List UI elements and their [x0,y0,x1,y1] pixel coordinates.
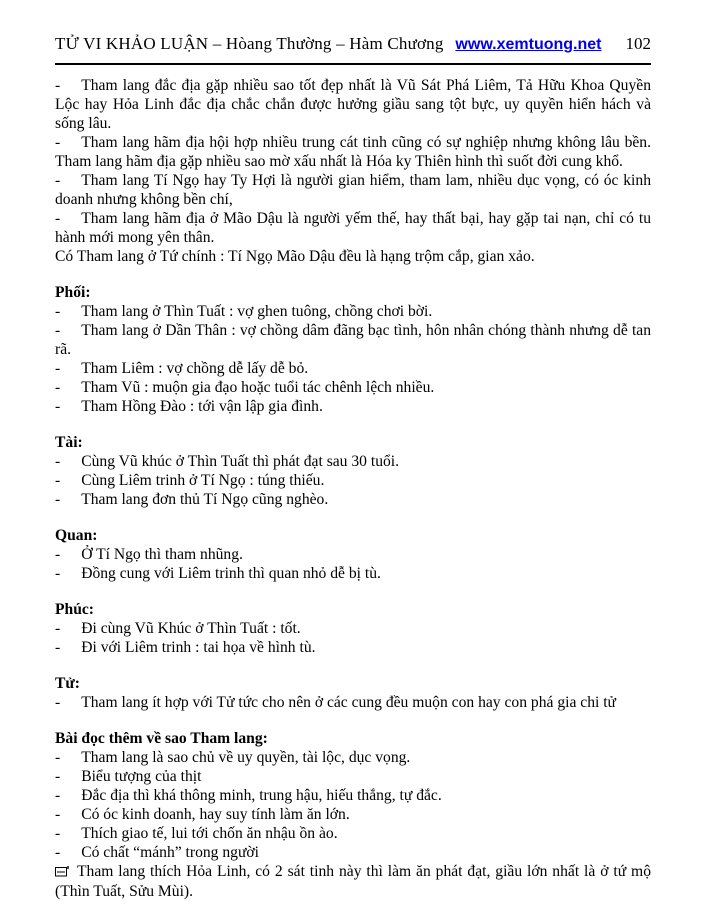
list-item [55,397,651,416]
page-number: 102 [625,34,651,53]
list-item-text: Cùng Liêm trinh ở Tí Ngọ : túng thiếu. [81,472,325,489]
list-item-text: Tham lang ở Dần Thân : vợ chồng dâm đãng bạc tình, hôn nhân chóng thành nhưng dễ tan rã. [55,322,651,358]
bullet-dash: - [55,379,61,396]
list-item-text: Tham lang đơn thủ Tí Ngọ cũng nghèo. [81,491,329,508]
bullet-dash: - [55,768,61,785]
section-heading-bai-doc-them: Bài đọc thêm về sao Tham lang: [55,730,268,747]
list-item-text: Đắc địa thì khá thông minh, trung hậu, hiếu thắng, tự đắc. [81,787,442,804]
bullet-dash: - [55,565,61,582]
list-item-text: Thích giao tế, lui tới chốn ăn nhậu ồn ào. [81,825,338,842]
list-item-text: Đi với Liêm trinh : tai họa về hình tù. [81,639,316,656]
header-right [455,34,651,55]
list-item [55,767,651,786]
list-item [55,638,651,657]
list-item [55,302,651,321]
bullet-dash: - [55,787,61,804]
section-heading-tu: Tử: [55,675,80,692]
website-link[interactable]: www.xemtuong.net [455,36,602,53]
bullet-dash: - [55,491,61,508]
bullet-dash: - [55,398,61,415]
list-item-text: Tham Liêm : vợ chồng dễ lấy dễ bỏ. [81,360,309,377]
list-item [55,321,651,359]
note-paragraph [55,862,651,901]
bullet-dash: - [55,749,61,766]
list-item [55,564,651,583]
list-item [55,693,651,712]
bullet-dash: - [55,360,61,377]
list-item [55,843,651,862]
section-heading-quan: Quan: [55,527,98,544]
section-heading-tai: Tài: [55,434,83,451]
section-heading-phuc: Phúc: [55,601,94,618]
list-item-text: Có óc kinh doanh, hay suy tính làm ăn lớn. [81,806,350,823]
note-text: Tham lang thích Hỏa Linh, có 2 sát tinh này thì làm ăn phát đạt, giầu lớn nhất là ở tứ mộ (Thìn Tuất, Sửu Mùi). [55,863,651,900]
list-item [55,452,651,471]
list-item-text: Tham lang là sao chủ về uy quyền, tài lộc, dục vọng. [81,749,411,766]
bullet-dash: - [55,472,61,489]
section-heading-phoi: Phối: [55,284,91,301]
list-item-text: Tham lang hãm địa hội hợp nhiều trung cát tinh cũng có sự nghiệp nhưng không lâu bền. Tham lang hãm địa gặp nhiều sao mờ xấu nhất là Hóa ky Thiên hình thì suốt đời cung khổ. [55,134,651,170]
list-item [55,824,651,843]
header-divider [55,63,651,65]
list-item [55,619,651,638]
page-header [55,34,651,55]
bullet-dash: - [55,172,61,189]
list-item-text: Tham Hồng Đào : tới vận lập gia đình. [81,398,323,415]
list-item-text: Ở Tí Ngọ thì tham nhũng. [81,546,243,563]
bullet-dash: - [55,546,61,563]
list-item [55,171,651,209]
list-item [55,490,651,509]
document-body [55,76,651,901]
list-item [55,545,651,564]
list-item-text: Tham Vũ : muộn gia đạo hoặc tuổi tác chênh lệch nhiều. [81,379,435,396]
list-item-text: Đi cùng Vũ Khúc ở Thìn Tuất : tốt. [81,620,301,637]
list-item-text: Có chất “mánh” trong người [81,844,259,861]
list-item [55,378,651,397]
list-item [55,209,651,247]
list-item [55,748,651,767]
list-item [55,133,651,171]
bullet-dash: - [55,844,61,861]
list-item-text: Tham lang ở Thìn Tuất : vợ ghen tuông, chồng chơi bời. [81,303,433,320]
bullet-dash: - [55,303,61,320]
bullet-dash: - [55,639,61,656]
bullet-dash: - [55,825,61,842]
list-item [55,359,651,378]
bullet-dash: - [55,77,61,94]
bullet-dash: - [55,210,61,227]
bullet-dash: - [55,806,61,823]
list-item-text: Tham lang đắc địa gặp nhiều sao tốt đẹp nhất là Vũ Sát Phá Liêm, Tả Hữu Khoa Quyền Lộc hay Hỏa Linh đắc địa chắc chắn được hưởng giầu sang tột bực, uy quyền hiển hách và sống lâu. [55,77,651,132]
bullet-dash: - [55,694,61,711]
list-item-text: Cùng Vũ khúc ở Thìn Tuất thì phát đạt sau 30 tuổi. [81,453,400,470]
bullet-dash: - [55,322,61,339]
list-item [55,805,651,824]
bullet-dash: - [55,453,61,470]
list-item [55,471,651,490]
list-item-text: Tham lang ít hợp với Tử tức cho nên ở các cung đều muộn con hay con phá gia chi tử [81,694,617,711]
list-item-text: Biểu tượng của thịt [81,768,202,785]
list-item-text: Đồng cung với Liêm trinh thì quan nhỏ dễ bị tù. [81,565,381,582]
bullet-dash: - [55,134,61,151]
bullet-dash: - [55,620,61,637]
intro-closing: Có Tham lang ở Tứ chính : Tí Ngọ Mão Dậu đều là hạng trộm cắp, gian xảo. [55,248,535,265]
note-icon [55,863,70,882]
list-item-text: Tham lang hãm địa ở Mão Dậu là người yếm thế, hay thất bại, hay gặp tai nạn, chỉ có tu hành mới mong yên thân. [55,210,651,246]
list-item-text: Tham lang Tí Ngọ hay Ty Hợi là người gian hiểm, tham lam, nhiều dục vọng, có óc kinh doanh nhưng không bền chí, [55,172,651,208]
list-item [55,786,651,805]
list-item [55,76,651,133]
header-title: TỬ VI KHẢO LUẬN – Hòang Thường – Hàm Chương [55,34,444,53]
